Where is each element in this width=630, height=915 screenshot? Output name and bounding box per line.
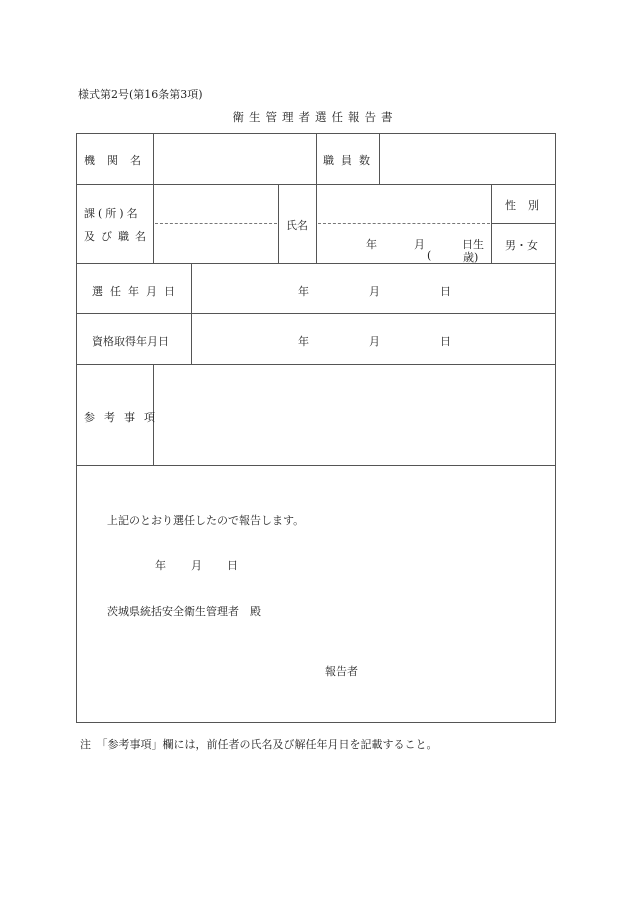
gender-label: 性別 [505, 199, 551, 212]
row-divider [76, 465, 556, 466]
document-title: 衛生管理者選任報告書 [232, 110, 398, 124]
name-field[interactable] [319, 187, 489, 221]
agency-label: 機関名 [84, 154, 153, 167]
remarks-label: 参考事項 [84, 411, 164, 424]
col-divider [316, 133, 317, 184]
appoint-date-label: 選任年月日 [92, 285, 182, 298]
job-title-field[interactable] [156, 226, 276, 260]
col-divider [191, 263, 192, 364]
col-divider [278, 184, 279, 263]
qual-day: 日 [440, 335, 451, 348]
age-open: ( [427, 249, 432, 262]
row-divider [76, 364, 556, 365]
staff-count-field[interactable] [382, 136, 552, 182]
qual-year: 年 [298, 335, 309, 348]
name-label: 氏名 [286, 219, 308, 232]
staff-count-label: 職員数 [323, 154, 377, 167]
col-divider [491, 184, 492, 263]
statement-day: 日 [227, 559, 238, 572]
statement-month: 月 [191, 559, 202, 572]
row-divider [76, 263, 556, 264]
birth-day: 日生 [462, 238, 484, 251]
appoint-year: 年 [298, 285, 309, 298]
gender-divider [491, 223, 556, 224]
age-close: 歳) [463, 251, 479, 264]
dept-label-line1: 課(所)名 [84, 207, 141, 220]
qual-month: 月 [369, 335, 380, 348]
appoint-day: 日 [440, 285, 451, 298]
col-divider [153, 184, 154, 263]
statement-text: 上記のとおり選任したので報告します。 [107, 514, 305, 527]
qual-date-label: 資格取得年月日 [92, 335, 169, 348]
name-dashed-line [318, 223, 490, 224]
birth-month: 月 [414, 238, 425, 251]
appoint-month: 月 [369, 285, 380, 298]
form-number: 様式第2号(第16条第3項) [78, 88, 203, 101]
addressee: 茨城県統括安全衛生管理者 殿 [107, 605, 261, 618]
dept-dashed-line [155, 223, 277, 224]
remarks-field[interactable] [156, 367, 552, 462]
footnote: 注 「参考事項」欄には，前任者の氏名及び解任年月日を記載すること。 [80, 738, 438, 751]
gender-value[interactable]: 男・女 [505, 239, 538, 252]
birth-year: 年 [366, 238, 377, 251]
col-divider [379, 133, 380, 184]
dept-name-field[interactable] [156, 187, 276, 221]
statement-year: 年 [155, 559, 166, 572]
reporter-label: 報告者 [325, 665, 358, 678]
col-divider [316, 184, 317, 263]
row-divider [76, 313, 556, 314]
agency-field[interactable] [156, 136, 314, 182]
col-divider [153, 133, 154, 184]
dept-label-line2: 及び職名 [84, 230, 152, 243]
